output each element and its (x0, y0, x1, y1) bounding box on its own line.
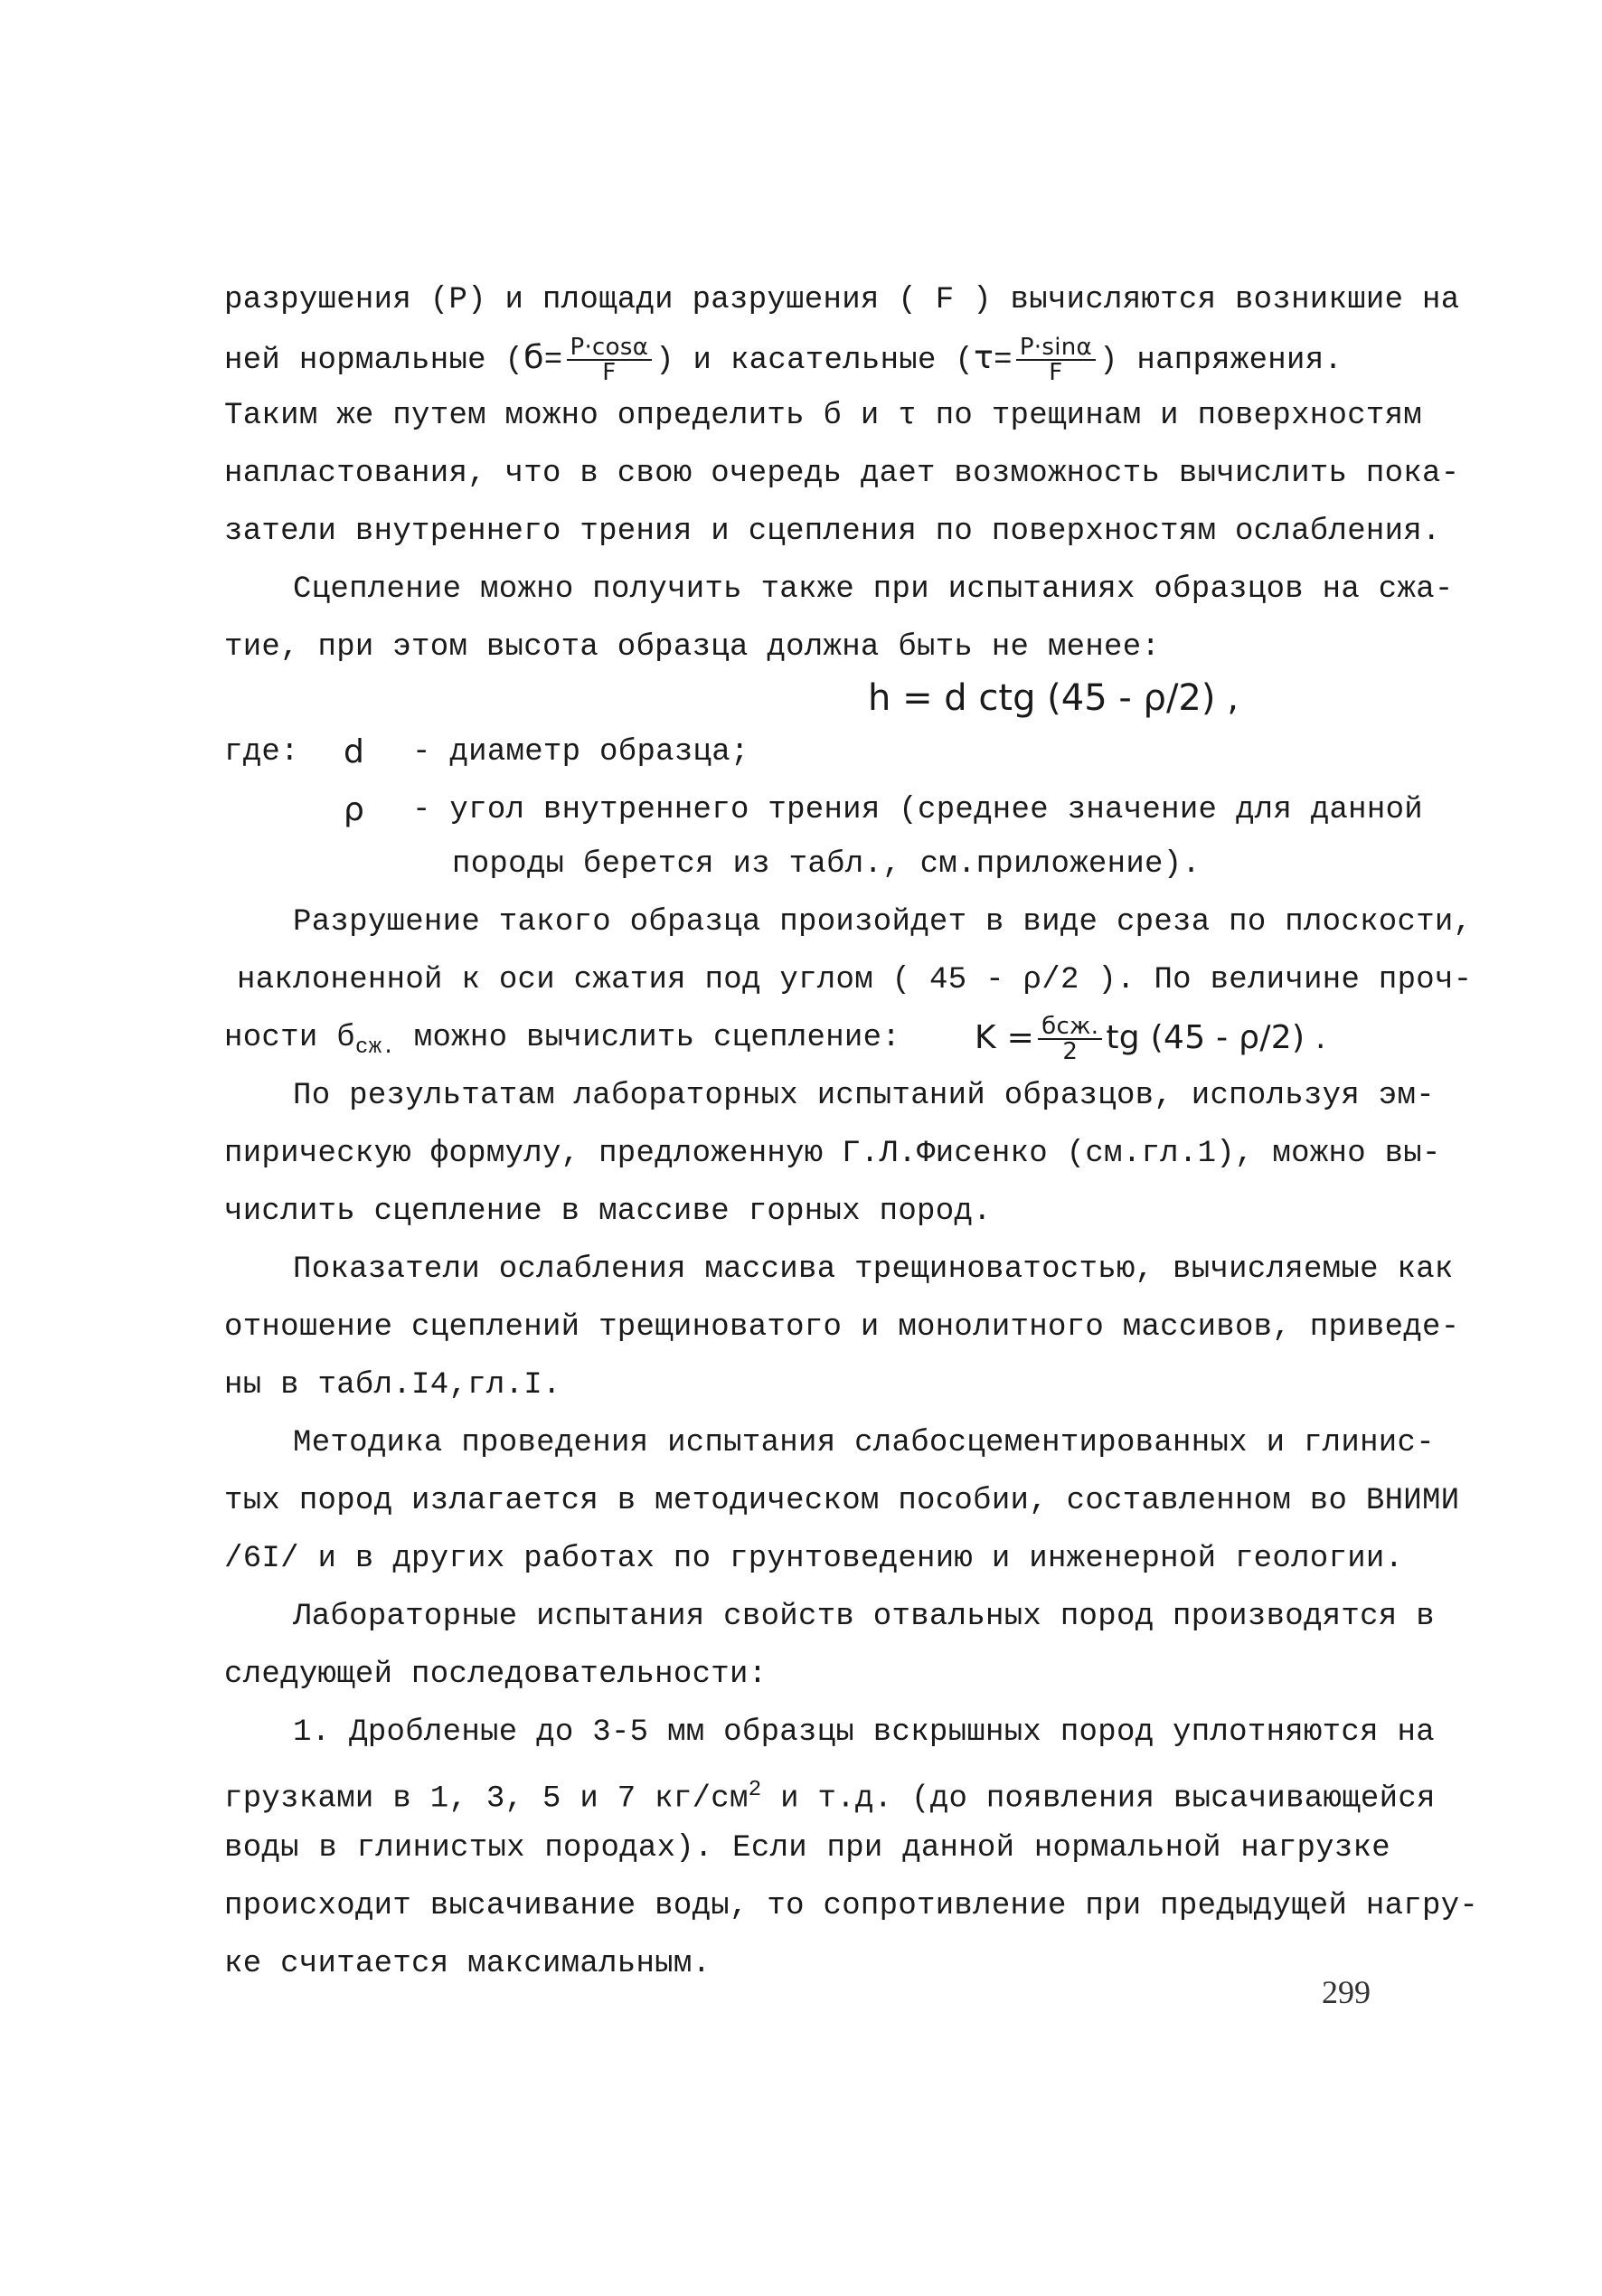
text-line: наклоненной к оси сжатия под углом ( 45 - ρ/2 ). По величине проч- (237, 963, 1473, 997)
text-fragment: ней нормальные ( (224, 344, 524, 378)
fraction-strength (1038, 1015, 1102, 1063)
text-line: отношение сцеплений трещиноватого и монолитного массивов, приведе- (224, 1310, 1460, 1345)
symbol-rho: ρ (344, 791, 365, 828)
text-line: ны в табл.I4,гл.I. (224, 1368, 561, 1403)
fraction-denominator: 2 (1062, 1038, 1079, 1065)
paragraph-first-line: 1. Дробленые до 3-5 мм образцы вскрышных пород уплотняются на (293, 1715, 1435, 1750)
definition-line-rho (224, 781, 1423, 839)
formula-lhs: K = (975, 1019, 1035, 1056)
text-line: воды в глинистых породах). Если при данной нормальной нагрузке (224, 1831, 1390, 1866)
text-line: /6I/ и в других работах по грунтоведению и инженерной геологии. (224, 1542, 1404, 1576)
fraction-shear-stress (1016, 334, 1096, 387)
fraction-numerator: P·cosα (567, 335, 653, 361)
where-label: где: (224, 735, 299, 770)
symbol-d: d (344, 733, 365, 770)
text-line-with-superscript (224, 1762, 1436, 1819)
text-fragment: можно вычислить сцепление: (395, 1021, 901, 1055)
paragraph-first-line: Методика проведения испытания слабосцементированных и глинис- (293, 1426, 1435, 1460)
definition-text: - угол внутреннего трения (среднее значение для данной (412, 793, 1423, 827)
paragraph-first-line: Разрушение такого образца произойдет в виде среза по плоскости, (293, 905, 1473, 940)
text-line: следующей последовательности: (224, 1658, 768, 1692)
fraction-numerator: бсж. (1038, 1015, 1102, 1040)
formula-cohesion (975, 1009, 1326, 1067)
text-line: пирическую формулу, предложенную Г.Л.Фисенко (см.гл.1), можно вы- (224, 1137, 1441, 1171)
fraction-numerator: P·sinα (1016, 335, 1096, 361)
text-line: числить сцепление в массиве горных пород. (224, 1195, 992, 1229)
paragraph-first-line: По результатам лабораторных испытаний образцов, используя эм- (293, 1079, 1435, 1113)
text-fragment: и т.д. (до появления высачивающейся (761, 1781, 1436, 1817)
text-line: ке считается максимальным. (224, 1947, 711, 1981)
text-fragment: ) и касательные ( (655, 344, 975, 378)
text-line-with-formula (224, 1009, 1390, 1067)
formula-rhs: tg (45 - ρ/2) . (1106, 1019, 1326, 1056)
text-line: затели внутреннего трения и сцепления по поверхностям ослабления. (224, 515, 1441, 549)
text-line-with-formulas: ней нормальные (б= $\frac{P\cdot\cos\alpha}{F}$ ) и касательные (τ= $\frac{P\cdot\sin\alpha}{F}$ ) напряжения. (224, 334, 1343, 387)
text-line: происходит высачивание воды, то сопротивление при предыдущей нагру- (224, 1889, 1479, 1923)
paragraph-first-line: Показатели ослабления массива трещиноватостью, вычисляемые как (293, 1252, 1454, 1287)
paragraph-first-line: Сцепление можно получить также при испытаниях образцов на сжа- (293, 572, 1454, 607)
text-line: напластования, что в свою очередь дает возможность вычислить пока- (224, 457, 1460, 491)
formula-height: h = d ctg (45 - ρ/2) , (868, 677, 1239, 719)
page-number: 299 (1322, 1974, 1371, 2010)
definition-line-d (224, 723, 1390, 781)
text-line: тых пород излагается в методическом пособии, составленном во ВНИМИ (224, 1484, 1460, 1518)
text-fragment: грузками в 1, 3, 5 и 7 кг/см (224, 1781, 749, 1817)
tau-symbol: τ (974, 339, 994, 376)
sigma-symbol: б (523, 339, 544, 376)
text-fragment: ности б (224, 1021, 355, 1055)
fraction-denominator: F (602, 359, 617, 387)
text-line: тие, при этом высота образца должна быть не менее: (224, 630, 1161, 665)
paragraph-first-line: Лабораторные испытания свойств отвальных пород производятся в (293, 1600, 1435, 1634)
text-line: разрушения (Р) и площади разрушения ( F ) вычисляются возникшие на (224, 283, 1460, 317)
fraction-normal-stress (567, 334, 653, 387)
fraction-denominator: F (1049, 359, 1063, 387)
superscript: 2 (748, 1778, 762, 1802)
text-fragment: ) напряжения. (1098, 344, 1343, 378)
definition-continuation: породы берется из табл., см.приложение). (452, 847, 1202, 882)
subscript: сж. (354, 1035, 396, 1060)
text-line: Таким же путем можно определить б и τ по трещинам и поверхностям (224, 399, 1423, 433)
definition-text: - диаметр образца; (412, 735, 749, 770)
